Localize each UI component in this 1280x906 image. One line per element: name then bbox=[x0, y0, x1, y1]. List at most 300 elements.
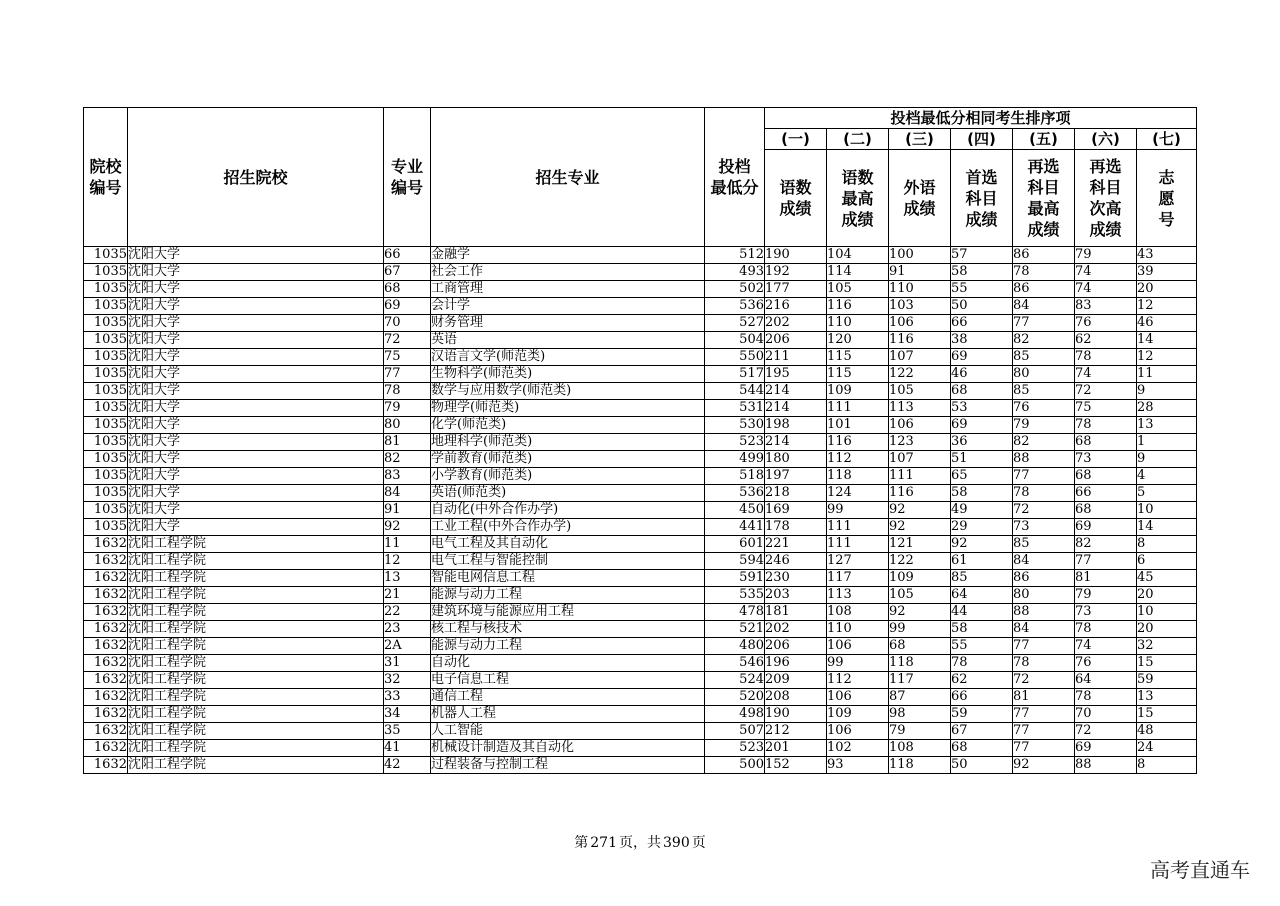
cell-second-next: 76 bbox=[1075, 315, 1137, 332]
table-row bbox=[84, 468, 1197, 485]
cell-foreign-lang: 68 bbox=[889, 638, 951, 655]
cell-foreign-lang: 121 bbox=[889, 536, 951, 553]
cell-chn-math-max: 110 bbox=[827, 315, 889, 332]
cell-min-score: 536 bbox=[705, 485, 765, 502]
header-tie-number: (三) bbox=[889, 129, 951, 150]
cell-second-next: 79 bbox=[1075, 587, 1137, 604]
cell-major-code: 79 bbox=[384, 400, 431, 417]
cell-first-subject: 58 bbox=[951, 264, 1013, 281]
cell-chn-math: 152 bbox=[765, 757, 827, 774]
cell-major-name: 小学教育(师范类) bbox=[431, 468, 705, 485]
cell-first-subject: 38 bbox=[951, 332, 1013, 349]
cell-choice-number: 28 bbox=[1137, 400, 1197, 417]
cell-school-code: 1035 bbox=[84, 519, 128, 536]
cell-chn-math: 192 bbox=[765, 264, 827, 281]
cell-first-subject: 50 bbox=[951, 298, 1013, 315]
cell-school-name: 沈阳大学 bbox=[128, 417, 384, 434]
cell-major-name: 工商管理 bbox=[431, 281, 705, 298]
cell-major-code: 70 bbox=[384, 315, 431, 332]
cell-school-code: 1632 bbox=[84, 655, 128, 672]
cell-second-max: 77 bbox=[1013, 315, 1075, 332]
cell-second-max: 82 bbox=[1013, 332, 1075, 349]
header-school-name: 招生院校 bbox=[128, 108, 384, 247]
cell-second-max: 79 bbox=[1013, 417, 1075, 434]
header-tie-column: 志 愿 号 bbox=[1137, 150, 1197, 247]
cell-second-max: 85 bbox=[1013, 349, 1075, 366]
cell-school-code: 1632 bbox=[84, 723, 128, 740]
cell-min-score: 499 bbox=[705, 451, 765, 468]
table-body bbox=[84, 247, 1197, 774]
cell-second-max: 92 bbox=[1013, 757, 1075, 774]
cell-first-subject: 62 bbox=[951, 672, 1013, 689]
cell-major-code: 12 bbox=[384, 553, 431, 570]
cell-choice-number: 46 bbox=[1137, 315, 1197, 332]
cell-second-max: 73 bbox=[1013, 519, 1075, 536]
header-major-code: 专业 编号 bbox=[384, 108, 431, 247]
cell-chn-math-max: 114 bbox=[827, 264, 889, 281]
cell-min-score: 594 bbox=[705, 553, 765, 570]
cell-chn-math-max: 106 bbox=[827, 689, 889, 706]
cell-min-score: 500 bbox=[705, 757, 765, 774]
table-row bbox=[84, 383, 1197, 400]
cell-second-next: 78 bbox=[1075, 689, 1137, 706]
cell-chn-math: 209 bbox=[765, 672, 827, 689]
cell-major-name: 过程装备与控制工程 bbox=[431, 757, 705, 774]
cell-school-code: 1035 bbox=[84, 485, 128, 502]
cell-second-next: 74 bbox=[1075, 366, 1137, 383]
cell-major-name: 社会工作 bbox=[431, 264, 705, 281]
cell-major-code: 22 bbox=[384, 604, 431, 621]
cell-chn-math-max: 101 bbox=[827, 417, 889, 434]
cell-chn-math: 201 bbox=[765, 740, 827, 757]
cell-major-code: 21 bbox=[384, 587, 431, 604]
cell-choice-number: 14 bbox=[1137, 332, 1197, 349]
cell-chn-math-max: 113 bbox=[827, 587, 889, 604]
table-row bbox=[84, 740, 1197, 757]
cell-first-subject: 57 bbox=[951, 247, 1013, 264]
cell-chn-math: 177 bbox=[765, 281, 827, 298]
cell-foreign-lang: 116 bbox=[889, 332, 951, 349]
cell-first-subject: 61 bbox=[951, 553, 1013, 570]
cell-major-name: 电气工程及其自动化 bbox=[431, 536, 705, 553]
cell-major-code: 23 bbox=[384, 621, 431, 638]
cell-choice-number: 43 bbox=[1137, 247, 1197, 264]
table-row bbox=[84, 536, 1197, 553]
cell-min-score: 591 bbox=[705, 570, 765, 587]
table-row bbox=[84, 655, 1197, 672]
cell-foreign-lang: 107 bbox=[889, 451, 951, 468]
cell-major-name: 智能电网信息工程 bbox=[431, 570, 705, 587]
cell-second-max: 86 bbox=[1013, 570, 1075, 587]
cell-chn-math: 216 bbox=[765, 298, 827, 315]
cell-min-score: 478 bbox=[705, 604, 765, 621]
cell-school-name: 沈阳工程学院 bbox=[128, 587, 384, 604]
cell-school-name: 沈阳大学 bbox=[128, 485, 384, 502]
cell-school-name: 沈阳大学 bbox=[128, 281, 384, 298]
cell-second-max: 76 bbox=[1013, 400, 1075, 417]
table-row bbox=[84, 587, 1197, 604]
cell-school-name: 沈阳大学 bbox=[128, 349, 384, 366]
cell-school-name: 沈阳大学 bbox=[128, 519, 384, 536]
cell-first-subject: 59 bbox=[951, 706, 1013, 723]
cell-foreign-lang: 123 bbox=[889, 434, 951, 451]
cell-second-next: 74 bbox=[1075, 264, 1137, 281]
cell-major-name: 机器人工程 bbox=[431, 706, 705, 723]
cell-chn-math: 214 bbox=[765, 434, 827, 451]
cell-major-code: 80 bbox=[384, 417, 431, 434]
cell-second-max: 72 bbox=[1013, 502, 1075, 519]
cell-second-next: 76 bbox=[1075, 655, 1137, 672]
cell-school-code: 1035 bbox=[84, 400, 128, 417]
header-tie-number: (七) bbox=[1137, 129, 1197, 150]
cell-chn-math: 190 bbox=[765, 247, 827, 264]
cell-chn-math: 178 bbox=[765, 519, 827, 536]
cell-second-next: 70 bbox=[1075, 706, 1137, 723]
cell-second-next: 83 bbox=[1075, 298, 1137, 315]
cell-school-name: 沈阳工程学院 bbox=[128, 570, 384, 587]
cell-min-score: 523 bbox=[705, 434, 765, 451]
cell-chn-math: 214 bbox=[765, 400, 827, 417]
cell-foreign-lang: 91 bbox=[889, 264, 951, 281]
page-footer bbox=[0, 832, 1280, 852]
table-row bbox=[84, 519, 1197, 536]
cell-chn-math: 190 bbox=[765, 706, 827, 723]
cell-school-name: 沈阳工程学院 bbox=[128, 655, 384, 672]
cell-second-max: 81 bbox=[1013, 689, 1075, 706]
cell-foreign-lang: 100 bbox=[889, 247, 951, 264]
cell-foreign-lang: 105 bbox=[889, 383, 951, 400]
cell-school-name: 沈阳工程学院 bbox=[128, 553, 384, 570]
cell-first-subject: 64 bbox=[951, 587, 1013, 604]
cell-second-max: 85 bbox=[1013, 536, 1075, 553]
cell-foreign-lang: 122 bbox=[889, 366, 951, 383]
cell-choice-number: 24 bbox=[1137, 740, 1197, 757]
cell-school-name: 沈阳工程学院 bbox=[128, 689, 384, 706]
cell-school-code: 1632 bbox=[84, 672, 128, 689]
cell-school-name: 沈阳大学 bbox=[128, 366, 384, 383]
footer-prefix: 第 bbox=[574, 835, 589, 851]
cell-school-code: 1632 bbox=[84, 689, 128, 706]
cell-school-name: 沈阳大学 bbox=[128, 315, 384, 332]
cell-choice-number: 20 bbox=[1137, 281, 1197, 298]
cell-chn-math-max: 120 bbox=[827, 332, 889, 349]
cell-school-code: 1035 bbox=[84, 366, 128, 383]
cell-second-next: 74 bbox=[1075, 638, 1137, 655]
cell-school-code: 1035 bbox=[84, 451, 128, 468]
cell-school-name: 沈阳大学 bbox=[128, 400, 384, 417]
cell-first-subject: 65 bbox=[951, 468, 1013, 485]
cell-school-code: 1035 bbox=[84, 383, 128, 400]
cell-min-score: 498 bbox=[705, 706, 765, 723]
cell-chn-math: 212 bbox=[765, 723, 827, 740]
cell-first-subject: 85 bbox=[951, 570, 1013, 587]
cell-second-next: 74 bbox=[1075, 281, 1137, 298]
cell-school-name: 沈阳大学 bbox=[128, 264, 384, 281]
cell-second-max: 88 bbox=[1013, 451, 1075, 468]
cell-chn-math: 208 bbox=[765, 689, 827, 706]
cell-first-subject: 51 bbox=[951, 451, 1013, 468]
cell-second-next: 69 bbox=[1075, 740, 1137, 757]
cell-min-score: 504 bbox=[705, 332, 765, 349]
cell-school-code: 1035 bbox=[84, 417, 128, 434]
cell-school-name: 沈阳大学 bbox=[128, 451, 384, 468]
cell-chn-math: 197 bbox=[765, 468, 827, 485]
cell-foreign-lang: 122 bbox=[889, 553, 951, 570]
cell-school-code: 1035 bbox=[84, 281, 128, 298]
cell-school-code: 1035 bbox=[84, 502, 128, 519]
table-row bbox=[84, 689, 1197, 706]
cell-choice-number: 8 bbox=[1137, 536, 1197, 553]
cell-school-name: 沈阳大学 bbox=[128, 434, 384, 451]
cell-chn-math-max: 117 bbox=[827, 570, 889, 587]
cell-first-subject: 68 bbox=[951, 740, 1013, 757]
cell-first-subject: 69 bbox=[951, 349, 1013, 366]
cell-choice-number: 39 bbox=[1137, 264, 1197, 281]
cell-school-code: 1632 bbox=[84, 757, 128, 774]
cell-chn-math: 196 bbox=[765, 655, 827, 672]
cell-major-name: 英语(师范类) bbox=[431, 485, 705, 502]
cell-school-code: 1632 bbox=[84, 638, 128, 655]
cell-second-next: 78 bbox=[1075, 417, 1137, 434]
cell-choice-number: 12 bbox=[1137, 298, 1197, 315]
cell-chn-math-max: 104 bbox=[827, 247, 889, 264]
cell-second-next: 78 bbox=[1075, 621, 1137, 638]
table-row bbox=[84, 451, 1197, 468]
header-tie-number: (四) bbox=[951, 129, 1013, 150]
cell-major-name: 物理学(师范类) bbox=[431, 400, 705, 417]
cell-chn-math: 198 bbox=[765, 417, 827, 434]
cell-second-max: 77 bbox=[1013, 468, 1075, 485]
cell-major-code: 91 bbox=[384, 502, 431, 519]
cell-foreign-lang: 105 bbox=[889, 587, 951, 604]
cell-second-max: 82 bbox=[1013, 434, 1075, 451]
cell-major-name: 能源与动力工程 bbox=[431, 587, 705, 604]
cell-chn-math: 221 bbox=[765, 536, 827, 553]
cell-second-next: 81 bbox=[1075, 570, 1137, 587]
cell-major-name: 会计学 bbox=[431, 298, 705, 315]
cell-min-score: 601 bbox=[705, 536, 765, 553]
cell-second-next: 78 bbox=[1075, 349, 1137, 366]
cell-major-name: 机械设计制造及其自动化 bbox=[431, 740, 705, 757]
cell-choice-number: 9 bbox=[1137, 383, 1197, 400]
cell-chn-math-max: 110 bbox=[827, 621, 889, 638]
cell-choice-number: 13 bbox=[1137, 689, 1197, 706]
table-row bbox=[84, 332, 1197, 349]
cell-school-name: 沈阳工程学院 bbox=[128, 757, 384, 774]
cell-second-next: 75 bbox=[1075, 400, 1137, 417]
cell-second-next: 66 bbox=[1075, 485, 1137, 502]
cell-second-max: 88 bbox=[1013, 604, 1075, 621]
cell-second-max: 78 bbox=[1013, 655, 1075, 672]
cell-first-subject: 50 bbox=[951, 757, 1013, 774]
cell-major-code: 82 bbox=[384, 451, 431, 468]
table-row bbox=[84, 298, 1197, 315]
cell-first-subject: 68 bbox=[951, 383, 1013, 400]
footer-total-pages: 390 bbox=[663, 835, 690, 851]
cell-school-code: 1632 bbox=[84, 621, 128, 638]
cell-foreign-lang: 106 bbox=[889, 315, 951, 332]
cell-min-score: 535 bbox=[705, 587, 765, 604]
cell-second-max: 84 bbox=[1013, 298, 1075, 315]
cell-second-max: 84 bbox=[1013, 553, 1075, 570]
cell-major-code: 2A bbox=[384, 638, 431, 655]
cell-major-code: 33 bbox=[384, 689, 431, 706]
cell-first-subject: 66 bbox=[951, 689, 1013, 706]
table-row bbox=[84, 570, 1197, 587]
cell-foreign-lang: 106 bbox=[889, 417, 951, 434]
cell-school-name: 沈阳工程学院 bbox=[128, 536, 384, 553]
cell-second-next: 62 bbox=[1075, 332, 1137, 349]
cell-min-score: 517 bbox=[705, 366, 765, 383]
cell-first-subject: 29 bbox=[951, 519, 1013, 536]
cell-min-score: 523 bbox=[705, 740, 765, 757]
cell-second-max: 80 bbox=[1013, 366, 1075, 383]
cell-min-score: 544 bbox=[705, 383, 765, 400]
cell-school-name: 沈阳大学 bbox=[128, 247, 384, 264]
cell-choice-number: 11 bbox=[1137, 366, 1197, 383]
cell-first-subject: 67 bbox=[951, 723, 1013, 740]
cell-first-subject: 78 bbox=[951, 655, 1013, 672]
cell-second-next: 68 bbox=[1075, 468, 1137, 485]
cell-major-code: 32 bbox=[384, 672, 431, 689]
cell-choice-number: 8 bbox=[1137, 757, 1197, 774]
cell-choice-number: 9 bbox=[1137, 451, 1197, 468]
cell-second-max: 80 bbox=[1013, 587, 1075, 604]
cell-min-score: 512 bbox=[705, 247, 765, 264]
cell-chn-math: 202 bbox=[765, 315, 827, 332]
cell-first-subject: 46 bbox=[951, 366, 1013, 383]
cell-foreign-lang: 92 bbox=[889, 519, 951, 536]
cell-school-code: 1035 bbox=[84, 247, 128, 264]
cell-foreign-lang: 98 bbox=[889, 706, 951, 723]
cell-major-name: 金融学 bbox=[431, 247, 705, 264]
cell-school-name: 沈阳工程学院 bbox=[128, 621, 384, 638]
cell-major-code: 72 bbox=[384, 332, 431, 349]
cell-school-code: 1632 bbox=[84, 536, 128, 553]
cell-chn-math-max: 102 bbox=[827, 740, 889, 757]
table-row bbox=[84, 757, 1197, 774]
cell-second-max: 77 bbox=[1013, 638, 1075, 655]
cell-second-next: 69 bbox=[1075, 519, 1137, 536]
cell-school-code: 1632 bbox=[84, 587, 128, 604]
cell-major-name: 核工程与核技术 bbox=[431, 621, 705, 638]
cell-first-subject: 66 bbox=[951, 315, 1013, 332]
cell-major-name: 电气工程与智能控制 bbox=[431, 553, 705, 570]
cell-second-max: 84 bbox=[1013, 621, 1075, 638]
header-tie-column: 再选 科目 次高 成绩 bbox=[1075, 150, 1137, 247]
cell-choice-number: 1 bbox=[1137, 434, 1197, 451]
cell-chn-math-max: 106 bbox=[827, 723, 889, 740]
cell-second-max: 86 bbox=[1013, 281, 1075, 298]
table-row bbox=[84, 502, 1197, 519]
cell-first-subject: 69 bbox=[951, 417, 1013, 434]
cell-min-score: 480 bbox=[705, 638, 765, 655]
cell-chn-math-max: 99 bbox=[827, 655, 889, 672]
cell-chn-math-max: 118 bbox=[827, 468, 889, 485]
cell-second-max: 86 bbox=[1013, 247, 1075, 264]
cell-foreign-lang: 111 bbox=[889, 468, 951, 485]
cell-second-max: 85 bbox=[1013, 383, 1075, 400]
cell-chn-math: 206 bbox=[765, 638, 827, 655]
table-row bbox=[84, 672, 1197, 689]
header-tie-column: 首选 科目 成绩 bbox=[951, 150, 1013, 247]
cell-choice-number: 32 bbox=[1137, 638, 1197, 655]
cell-min-score: 520 bbox=[705, 689, 765, 706]
cell-school-name: 沈阳工程学院 bbox=[128, 740, 384, 757]
cell-choice-number: 20 bbox=[1137, 587, 1197, 604]
cell-school-name: 沈阳大学 bbox=[128, 332, 384, 349]
cell-first-subject: 92 bbox=[951, 536, 1013, 553]
cell-chn-math-max: 109 bbox=[827, 706, 889, 723]
cell-chn-math: 230 bbox=[765, 570, 827, 587]
cell-major-name: 通信工程 bbox=[431, 689, 705, 706]
cell-school-code: 1035 bbox=[84, 434, 128, 451]
cell-second-max: 77 bbox=[1013, 723, 1075, 740]
cell-major-name: 英语 bbox=[431, 332, 705, 349]
cell-school-code: 1035 bbox=[84, 349, 128, 366]
cell-school-name: 沈阳大学 bbox=[128, 383, 384, 400]
table-row bbox=[84, 349, 1197, 366]
cell-major-name: 工业工程(中外合作办学) bbox=[431, 519, 705, 536]
cell-major-code: 77 bbox=[384, 366, 431, 383]
table-row bbox=[84, 604, 1197, 621]
cell-chn-math: 246 bbox=[765, 553, 827, 570]
table-row bbox=[84, 264, 1197, 281]
cell-major-code: 67 bbox=[384, 264, 431, 281]
cell-chn-math-max: 109 bbox=[827, 383, 889, 400]
cell-major-code: 42 bbox=[384, 757, 431, 774]
cell-chn-math: 206 bbox=[765, 332, 827, 349]
cell-major-code: 13 bbox=[384, 570, 431, 587]
footer-page-number: 271 bbox=[590, 835, 617, 851]
cell-choice-number: 10 bbox=[1137, 502, 1197, 519]
table-row bbox=[84, 638, 1197, 655]
header-tie-column: 外语 成绩 bbox=[889, 150, 951, 247]
cell-chn-math: 203 bbox=[765, 587, 827, 604]
cell-choice-number: 13 bbox=[1137, 417, 1197, 434]
cell-foreign-lang: 118 bbox=[889, 655, 951, 672]
cell-major-name: 建筑环境与能源应用工程 bbox=[431, 604, 705, 621]
cell-foreign-lang: 103 bbox=[889, 298, 951, 315]
cell-school-name: 沈阳工程学院 bbox=[128, 638, 384, 655]
cell-second-max: 72 bbox=[1013, 672, 1075, 689]
cell-choice-number: 45 bbox=[1137, 570, 1197, 587]
cell-major-code: 75 bbox=[384, 349, 431, 366]
cell-chn-math-max: 127 bbox=[827, 553, 889, 570]
cell-foreign-lang: 87 bbox=[889, 689, 951, 706]
cell-choice-number: 14 bbox=[1137, 519, 1197, 536]
cell-min-score: 546 bbox=[705, 655, 765, 672]
footer-suffix: 页 bbox=[691, 835, 706, 851]
cell-school-name: 沈阳工程学院 bbox=[128, 604, 384, 621]
cell-second-next: 88 bbox=[1075, 757, 1137, 774]
footer-middle: 页，共 bbox=[619, 835, 661, 851]
table-row bbox=[84, 485, 1197, 502]
cell-chn-math-max: 99 bbox=[827, 502, 889, 519]
cell-choice-number: 5 bbox=[1137, 485, 1197, 502]
header-tie-group: 投档最低分相同考生排序项 bbox=[765, 108, 1197, 129]
cell-chn-math-max: 115 bbox=[827, 349, 889, 366]
cell-major-name: 自动化(中外合作办学) bbox=[431, 502, 705, 519]
cell-school-code: 1632 bbox=[84, 570, 128, 587]
cell-major-name: 人工智能 bbox=[431, 723, 705, 740]
cell-chn-math-max: 108 bbox=[827, 604, 889, 621]
cell-major-code: 11 bbox=[384, 536, 431, 553]
cell-chn-math-max: 111 bbox=[827, 519, 889, 536]
cell-school-name: 沈阳大学 bbox=[128, 298, 384, 315]
table-row bbox=[84, 723, 1197, 740]
cell-chn-math: 180 bbox=[765, 451, 827, 468]
